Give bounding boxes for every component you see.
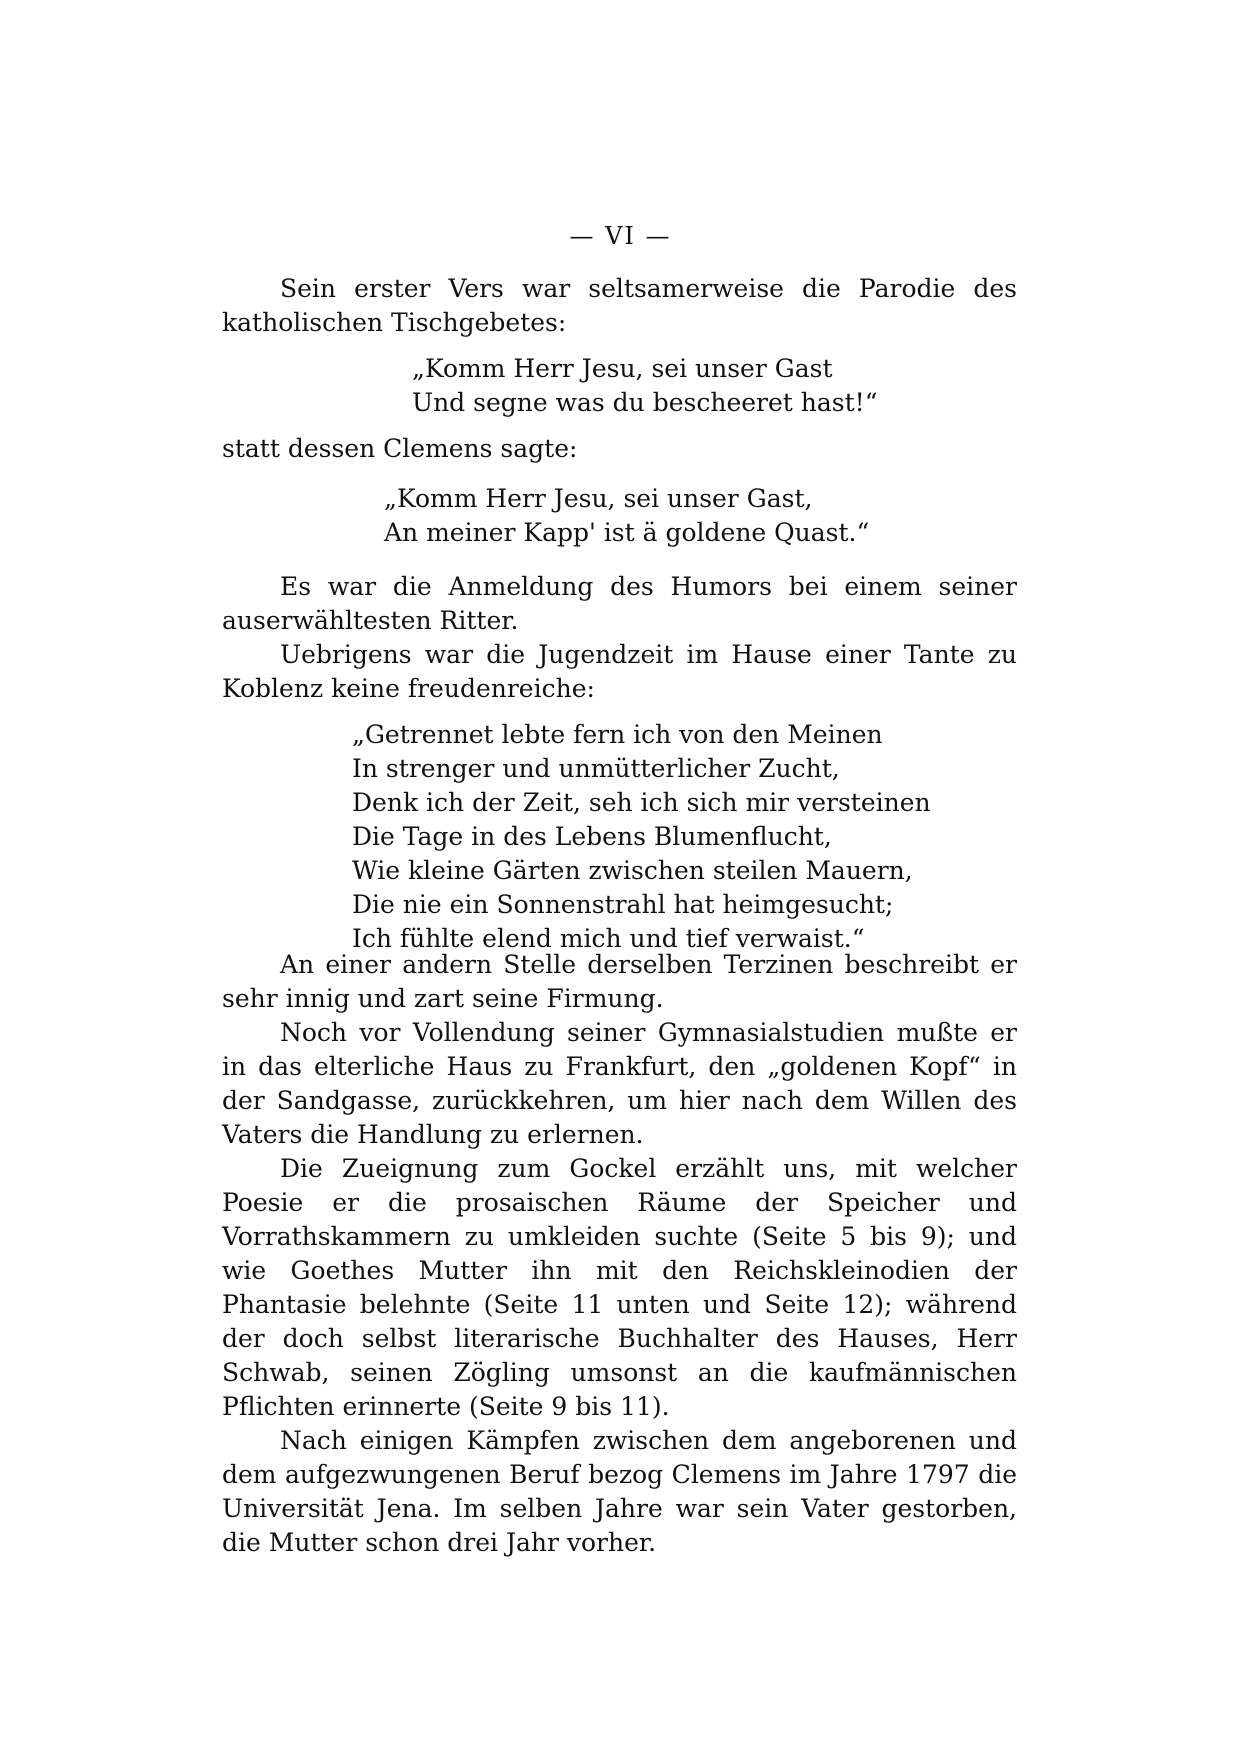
verse-3-line-1: „Getrennet lebte fern ich von den Meinen [352, 720, 883, 749]
verse-3-line-3: Denk ich der Zeit, seh ich sich mir versteinen [352, 788, 931, 817]
paragraph-1: Sein erster Vers war seltsamerweise die Parodie des katholischen Tischgebetes: [222, 274, 1017, 337]
verse-1-line-1: „Komm Herr Jesu, sei unser Gast [412, 354, 833, 383]
verse-2 [384, 482, 869, 550]
verse-3-line-2: In strenger und unmütterlicher Zucht, [352, 754, 840, 783]
verse-1 [412, 352, 878, 420]
verse-3 [352, 718, 931, 956]
verse-3-line-7: Ich fühlte elend mich und tief verwaist.“ [352, 924, 865, 953]
paragraph-2: statt dessen Clemens sagte: [222, 434, 578, 463]
verse-2-line-1: „Komm Herr Jesu, sei unser Gast, [384, 484, 813, 513]
verse-3-line-4: Die Tage in des Lebens Blumenflucht, [352, 822, 832, 851]
verse-2-line-2: An meiner Kapp' ist ä goldene Quast.“ [384, 518, 870, 547]
paragraph-5: An einer andern Stelle derselben Terzinen beschreibt er sehr innig und zart seine Firmung. [222, 950, 1017, 1013]
paragraph-8: Nach einigen Kämpfen zwischen dem angeborenen und dem aufgezwungenen Beruf bezog Clemens im Jahre 1797 die Universität Jena. Im selben Jahre war sein Vater gestorben, die Mutter schon drei Jahr vorher. [222, 1426, 1017, 1557]
paragraph-5-8-block [222, 948, 1017, 1560]
verse-1-line-2: Und segne was du bescheeret hast!“ [412, 388, 878, 417]
paragraph-3-4-block [222, 570, 1017, 706]
paragraph-6: Noch vor Vollendung seiner Gymnasialstudien mußte er in das elterliche Haus zu Frankfurt, den „goldenen Kopf“ in der Sandgasse, zurückkehren, um hier nach dem Willen des Vaters die Handlung zu erlernen. [222, 1018, 1017, 1149]
paragraph-3: Es war die Anmeldung des Humors bei einem seiner auserwähltesten Ritter. [222, 572, 1017, 635]
page-number: — VI — [569, 222, 672, 250]
paragraph-7: Die Zueignung zum Gockel erzählt uns, mit welcher Poesie er die prosaischen Räume der Speicher und Vorrathskammern zu umkleiden suchte (Seite 5 bis 9); und wie Goethes Mutter ihn mit den Reichskleinodien der Phantasie belehnte (Seite 11 unten und Seite 12); während der doch selbst literarische Buchhalter des Hauses, Herr Schwab, seinen Zögling umsonst an die kaufmännischen Pflichten erinnerte (Seite 9 bis 11). [222, 1154, 1017, 1421]
paragraph-2-block [222, 432, 1017, 466]
verse-3-line-5: Wie kleine Gärten zwischen steilen Mauern, [352, 856, 913, 885]
paragraph-1-block [222, 272, 1017, 340]
paragraph-4: Uebrigens war die Jugendzeit im Hause einer Tante zu Koblenz keine freudenreiche: [222, 640, 1017, 703]
verse-3-line-6: Die nie ein Sonnenstrahl hat heimgesucht; [352, 890, 894, 919]
